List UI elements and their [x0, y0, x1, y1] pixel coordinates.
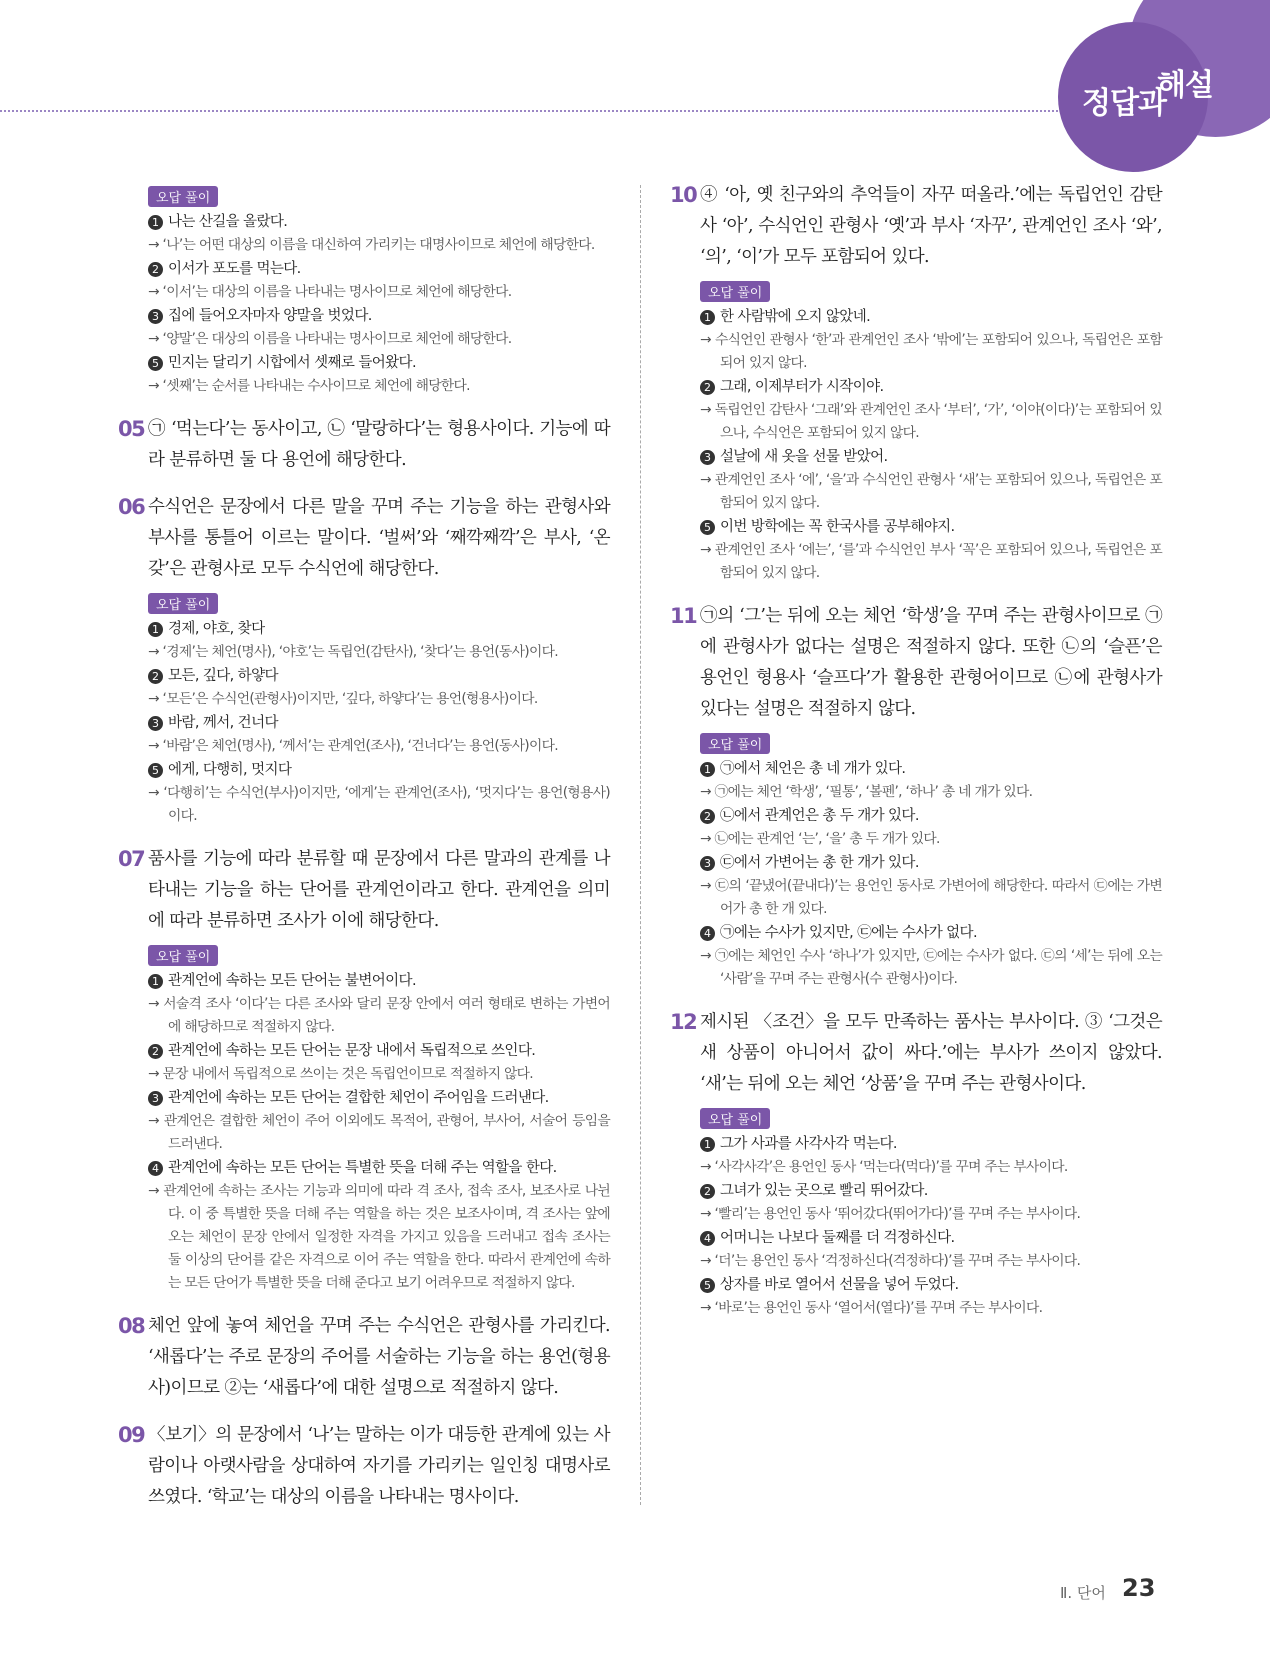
choice-number-badge: 1: [148, 622, 163, 637]
choice-text: 집에 들어오자마자 양말을 벗었다.: [168, 308, 372, 324]
question-number: 06: [118, 495, 145, 519]
choice-explanation: → 서술격 조사 ‘이다’는 다른 조사와 달리 문장 안에서 여러 형태로 변하는 가변어에 해당하므로 적절하지 않다.: [148, 996, 610, 1035]
choice-statement: [700, 1226, 1162, 1250]
question-06: [118, 492, 610, 585]
choice-number-badge: 3: [700, 856, 715, 871]
choice-text: 이서가 포도를 먹는다.: [168, 261, 301, 277]
choice-explanation: → ‘이서’는 대상의 이름을 나타내는 명사이므로 체언에 해당한다.: [148, 284, 512, 300]
choice-statement: [148, 1156, 610, 1180]
choice-explanation: → ‘바람’은 체언(명사), ‘께서’는 관계언(조사), ‘건너다’는 용언(동사)이다.: [148, 738, 558, 754]
question-answer-text: 제시된 〈조건〉을 모두 만족하는 품사는 부사이다. ③ ‘그것은 새 상품이 아니어서 값이 싸다.’에는 부사가 쓰이지 않았다. ‘새’는 뒤에 오는 체언 ‘상품’을 꾸며 주는 관형사이다.: [700, 1012, 1162, 1094]
wrong-answer-box: [700, 733, 1162, 991]
choice-number-badge: 3: [148, 309, 163, 324]
choice-explanation: → ‘사각사각’은 용언인 동사 ‘먹는다(먹다)’를 꾸며 주는 부사이다.: [700, 1159, 1068, 1175]
choice-number-badge: 5: [700, 520, 715, 535]
choice-explanation: → ‘나’는 어떤 대상의 이름을 대신하여 가리키는 대명사이므로 체언에 해당한다.: [148, 237, 595, 253]
question-05: [118, 414, 610, 476]
question-07: [118, 844, 610, 937]
choice-statement: [700, 445, 1162, 469]
choice-number-badge: 4: [148, 1161, 163, 1176]
choice-text: 관계언에 속하는 모든 단어는 특별한 뜻을 더해 주는 역할을 한다.: [168, 1160, 557, 1176]
choice-explanation: → 관계언인 조사 ‘에는’, ‘를’과 수식언인 부사 ‘꼭’은 포함되어 있으나, 독립언은 포함되어 있지 않다.: [700, 542, 1162, 581]
choice-explanation: → 관계언인 조사 ‘에’, ‘을’과 수식언인 관형사 ‘새’는 포함되어 있으나, 독립언은 포함되어 있지 않다.: [700, 472, 1162, 511]
choice-statement: [700, 515, 1162, 539]
choice-statement: [148, 1086, 610, 1110]
choice-explanation: → ‘다행히’는 수식언(부사)이지만, ‘에게’는 관계언(조사), ‘멋지다’는 용언(형용사)이다.: [148, 785, 610, 824]
choice-number-badge: 2: [700, 809, 715, 824]
header-label-answers: 정답과: [1082, 86, 1166, 121]
choice-explanation: → ‘양말’은 대상의 이름을 나타내는 명사이므로 체언에 해당한다.: [148, 331, 512, 347]
choice-statement: [700, 1273, 1162, 1297]
choice-number-badge: 1: [700, 1137, 715, 1152]
choice-statement: [148, 351, 610, 375]
choice-number-badge: 5: [148, 763, 163, 778]
choice-explanation: → ‘경제’는 체언(명사), ‘야호’는 독립언(감탄사), ‘찾다’는 용언(동사)이다.: [148, 644, 558, 660]
choice-statement: [700, 921, 1162, 945]
choice-explanation: → ㉢의 ‘끝냈어(끝내다)’는 용언인 동사로 가변어에 해당한다. 따라서 ㉢에는 가변어가 총 한 개 있다.: [700, 878, 1162, 917]
choice-explanation: → 관계언에 속하는 조사는 기능과 의미에 따라 격 조사, 접속 조사, 보조사로 나뉜다. 이 중 특별한 뜻을 더해 주는 역할을 하는 것은 보조사이며, 격 조사는 앞에 오는 체언이 문장 안에서 일정한 자격을 가지고 있음을 드러내고 접속 조사는 둘 이상의 단어를 같은 자격으로 이어 주는 역할을 한다. 따라서 관계언에 속하는 모든 단어가 특별한 뜻을 더해 준다고 보기 어려우므로 적절하지 않다.: [148, 1183, 610, 1291]
question-answer-text: ㉠ ‘먹는다’는 동사이고, ㉡ ‘말랑하다’는 형용사이다. 기능에 따라 분류하면 둘 다 용언에 해당한다.: [148, 419, 610, 470]
question-answer-text: 품사를 기능에 따라 분류할 때 문장에서 다른 말과의 관계를 나타내는 기능을 하는 단어를 관계언이라고 한다. 관계언을 의미에 따라 분류하면 조사가 이에 해당한다.: [148, 849, 610, 931]
choice-number-badge: 2: [148, 669, 163, 684]
choice-explanation: → 독립언인 감탄사 ‘그래’와 관계언인 조사 ‘부터’, ‘가’, ‘이야(이다)’는 포함되어 있으나, 수식언은 포함되어 있지 않다.: [700, 402, 1162, 441]
choice-number-badge: 1: [700, 310, 715, 325]
question-number: 05: [118, 417, 145, 441]
wrong-answer-box: [700, 1108, 1162, 1320]
choice-statement: [148, 711, 610, 735]
question-08: [118, 1311, 610, 1404]
question-answer-text: 수식언은 문장에서 다른 말을 꾸며 주는 기능을 하는 관형사와 부사를 통틀어 이르는 말이다. ‘벌써’와 ‘째깍째깍’은 부사, ‘온갖’은 관형사로 모두 수식언에 해당한다.: [148, 497, 610, 579]
choice-text: 관계언에 속하는 모든 단어는 문장 내에서 독립적으로 쓰인다.: [168, 1043, 536, 1059]
choice-text: ㉡에서 관계언은 총 두 개가 있다.: [720, 808, 919, 824]
wrong-answer-box: [148, 593, 610, 828]
question-number: 10: [670, 183, 697, 207]
question-number: 11: [670, 604, 697, 628]
choice-explanation: → 관계언은 결합한 체언이 주어 이외에도 목적어, 관형어, 부사어, 서술어 등임을 드러낸다.: [148, 1113, 610, 1152]
choice-text: 그녀가 있는 곳으로 빨리 뛰어갔다.: [720, 1183, 928, 1199]
choice-explanation: → ㉠에는 체언인 수사 ‘하나’가 있지만, ㉢에는 수사가 없다. ㉢의 ‘세’는 뒤에 오는 ‘사람’을 꾸며 주는 관형사(수 관형사)이다.: [700, 948, 1162, 987]
choice-statement: [700, 1179, 1162, 1203]
choice-text: 그가 사과를 사각사각 먹는다.: [720, 1136, 897, 1152]
footer-section: Ⅱ. 단어: [1060, 1584, 1106, 1602]
header-dotted-rule: [0, 110, 1090, 112]
wrong-answer-box: [148, 945, 610, 1295]
question-10: [670, 180, 1162, 273]
choice-text: 어머니는 나보다 둘째를 더 걱정하신다.: [720, 1230, 955, 1246]
question-number: 07: [118, 847, 145, 871]
wrong-answer-box: [700, 281, 1162, 585]
question-number: 09: [118, 1423, 145, 1447]
choice-text: 바람, 께서, 건너다: [168, 715, 278, 731]
choice-number-badge: 4: [700, 1231, 715, 1246]
question-11: [670, 601, 1162, 725]
wrong-answer-badge: 오답 풀이: [700, 281, 770, 302]
choice-text: 나는 산길을 올랐다.: [168, 214, 288, 230]
choice-statement: [148, 1039, 610, 1063]
wrong-answer-badge: 오답 풀이: [700, 733, 770, 754]
choice-statement: [700, 804, 1162, 828]
choice-text: ㉠에는 수사가 있지만, ㉢에는 수사가 없다.: [720, 925, 977, 941]
choice-number-badge: 5: [700, 1278, 715, 1293]
choice-text: 그래, 이제부터가 시작이야.: [720, 379, 884, 395]
choice-number-badge: 3: [148, 716, 163, 731]
question-09: [118, 1420, 610, 1513]
choice-statement: [148, 969, 610, 993]
question-answer-text: 〈보기〉의 문장에서 ‘나’는 말하는 이가 대등한 관계에 있는 사람이나 아랫사람을 상대하여 자기를 가리키는 일인칭 대명사로 쓰였다. ‘학교’는 대상의 이름을 나타내는 명사이다.: [148, 1425, 610, 1507]
choice-statement: [148, 304, 610, 328]
question-answer-text: 체언 앞에 놓여 체언을 꾸며 주는 수식언은 관형사를 가리킨다. ‘새롭다’는 주로 문장의 주어를 서술하는 기능을 하는 용언(형용사)이므로 ②는 ‘새롭다’에 대한 설명으로 적절하지 않다.: [148, 1316, 610, 1398]
question-answer-text: ④ ‘아, 옛 친구와의 추억들이 자꾸 떠올라.’에는 독립언인 감탄사 ‘아’, 수식언인 관형사 ‘옛’과 부사 ‘자꾸’, 관계언인 조사 ‘와’, ‘의’, ‘이’가 모두 포함되어 있다.: [700, 185, 1162, 267]
choice-text: ㉠에서 체언은 총 네 개가 있다.: [720, 761, 906, 777]
wrong-answer-badge: 오답 풀이: [148, 945, 218, 966]
choice-number-badge: 1: [148, 974, 163, 989]
wrong-answer-badge: 오답 풀이: [148, 186, 218, 207]
choice-explanation: → ‘바로’는 용언인 동사 ‘열어서(열다)’를 꾸며 주는 부사이다.: [700, 1300, 1043, 1316]
question-answer-text: ㉠의 ‘그’는 뒤에 오는 체언 ‘학생’을 꾸며 주는 관형사이므로 ㉠에 관형사가 없다는 설명은 적절하지 않다. 또한 ㉡의 ‘슬픈’은 용언인 형용사 ‘슬프다’가 활용한 관형어이므로 ㉡에 관형사가 있다는 설명은 적절하지 않다.: [700, 606, 1162, 719]
wrong-answer-badge: 오답 풀이: [148, 593, 218, 614]
wrong-answer-badge: 오답 풀이: [700, 1108, 770, 1129]
choice-text: 상자를 바로 열어서 선물을 넣어 두었다.: [720, 1277, 959, 1293]
choice-statement: [148, 617, 610, 641]
choice-text: 한 사람밖에 오지 않았네.: [720, 309, 871, 325]
page-number: 23: [1122, 1574, 1156, 1602]
column-divider: [640, 185, 641, 1505]
choice-statement: [700, 757, 1162, 781]
choice-text: 경제, 야호, 찾다: [168, 621, 265, 637]
right-column: [670, 180, 1162, 1330]
choice-number-badge: 4: [700, 926, 715, 941]
choice-statement: [148, 257, 610, 281]
choice-text: 민지는 달리기 시합에서 셋째로 들어왔다.: [168, 355, 416, 371]
choice-number-badge: 1: [148, 215, 163, 230]
choice-statement: [148, 664, 610, 688]
left-column: [118, 180, 610, 1521]
choice-explanation: → 문장 내에서 독립적으로 쓰이는 것은 독립언이므로 적절하지 않다.: [148, 1066, 533, 1082]
choice-number-badge: 2: [700, 1184, 715, 1199]
choice-number-badge: 2: [148, 1044, 163, 1059]
choice-text: 이번 방학에는 꼭 한국사를 공부해야지.: [720, 519, 955, 535]
choice-text: ㉢에서 가변어는 총 한 개가 있다.: [720, 855, 919, 871]
choice-explanation: → ‘셋째’는 순서를 나타내는 수사이므로 체언에 해당한다.: [148, 378, 470, 394]
choice-explanation: → ㉡에는 관계언 ‘는’, ‘을’ 총 두 개가 있다.: [700, 831, 940, 847]
header-label-explanation: 해설: [1157, 68, 1213, 103]
choice-statement: [700, 851, 1162, 875]
question-number: 12: [670, 1010, 697, 1034]
choice-number-badge: 3: [700, 450, 715, 465]
wrong-answer-box: [148, 186, 610, 398]
choice-number-badge: 3: [148, 1091, 163, 1106]
choice-text: 설날에 새 옷을 선물 받았어.: [720, 449, 888, 465]
choice-statement: [148, 758, 610, 782]
question-12: [670, 1007, 1162, 1100]
choice-explanation: → ‘모든’은 수식언(관형사)이지만, ‘깊다, 하얗다’는 용언(형용사)이다.: [148, 691, 538, 707]
choice-explanation: → 수식언인 관형사 ‘한’과 관계언인 조사 ‘밖에’는 포함되어 있으나, 독립언은 포함되어 있지 않다.: [700, 332, 1162, 371]
choice-number-badge: 2: [700, 380, 715, 395]
choice-statement: [148, 210, 610, 234]
choice-number-badge: 1: [700, 762, 715, 777]
choice-text: 관계언에 속하는 모든 단어는 불변어이다.: [168, 973, 416, 989]
choice-text: 에게, 다행히, 멋지다: [168, 762, 292, 778]
choice-explanation: → ‘빨리’는 용언인 동사 ‘뛰어갔다(뛰어가다)’를 꾸며 주는 부사이다.: [700, 1206, 1081, 1222]
choice-explanation: → ‘더’는 용언인 동사 ‘걱정하신다(걱정하다)’를 꾸며 주는 부사이다.: [700, 1253, 1081, 1269]
choice-statement: [700, 305, 1162, 329]
choice-explanation: → ㉠에는 체언 ‘학생’, ‘필통’, ‘볼펜’, ‘하나’ 총 네 개가 있다.: [700, 784, 1033, 800]
choice-statement: [700, 375, 1162, 399]
choice-statement: [700, 1132, 1162, 1156]
question-number: 08: [118, 1314, 145, 1338]
choice-number-badge: 5: [148, 356, 163, 371]
choice-text: 모든, 깊다, 하얗다: [168, 668, 278, 684]
choice-text: 관계언에 속하는 모든 단어는 결합한 체언이 주어임을 드러낸다.: [168, 1090, 549, 1106]
choice-number-badge: 2: [148, 262, 163, 277]
